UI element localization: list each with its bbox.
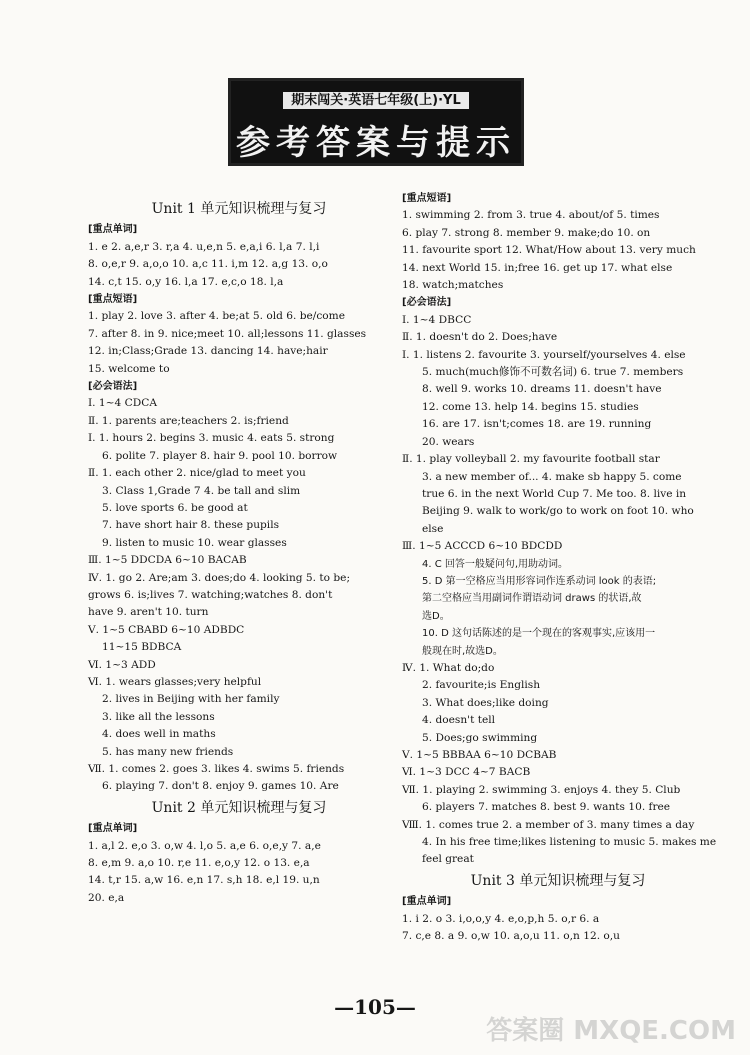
answer-line: Ⅱ. 1. play volleyball 2. my favourite football star (402, 453, 660, 466)
unit1-title: Unit 1 单元知识梳理与复习 (151, 201, 327, 217)
answer-line: 般现在时,故选D。 (422, 645, 503, 657)
answer-line: Ⅱ. 1. each other 2. nice/glad to meet you (88, 467, 306, 480)
answer-line: 16. are 17. isn't;comes 18. are 19. running (422, 418, 652, 431)
answer-line: 5. love sports 6. be good at (102, 501, 248, 514)
answer-line: Ⅶ. 1. comes 2. goes 3. likes 4. swims 5. friends (88, 763, 345, 775)
section-label: [必会语法] (88, 381, 138, 393)
answer-line: 11~15 BDBCA (102, 641, 182, 654)
banner-subtitle: 期末闯关·英语七年级(上)·YL (231, 89, 521, 108)
answer-line: 1. e 2. a,e,r 3. r,a 4. u,e,n 5. e,a,i 6. l,a 7. l,i (88, 240, 320, 253)
answer-line: 11. favourite sport 12. What/How about 13. very much (402, 244, 696, 257)
answer-line: Ⅶ. 1. playing 2. swimming 3. enjoys 4. they 5. Club (402, 783, 681, 796)
answer-line: true 6. in the next World Cup 7. Me too. 8. live in (422, 487, 687, 500)
unit2-title: Unit 2 单元知识梳理与复习 (151, 799, 327, 816)
answer-line: Ⅴ. 1~5 BBBAA 6~10 DCBAB (402, 749, 557, 761)
answer-line: Beijing 9. walk to work/go to work on foot 10. who (422, 505, 694, 518)
section-label: [重点单词] (88, 823, 138, 835)
answer-line: 6. players 7. matches 8. best 9. wants 10. free (422, 801, 671, 814)
answer-line: 7. c,e 8. a 9. o,w 10. a,o,u 11. o,n 12. o,u (402, 930, 620, 943)
answer-line: 选D。 (422, 610, 450, 622)
answer-line: 2. lives in Beijing with her family (102, 693, 280, 706)
answer-line: 9. listen to music 10. wear glasses (102, 536, 287, 549)
answer-line: 1. swimming 2. from 3. true 4. about/of 5. times (402, 209, 660, 222)
answer-line: 6. play 7. strong 8. member 9. make;do 10. on (402, 226, 651, 239)
answer-line: Ⅲ. 1~5 ACCCD 6~10 BDCDD (402, 540, 563, 553)
banner-title: 参考答案与提示 (236, 123, 516, 163)
answer-line: Ⅳ. 1. What do;do (402, 661, 495, 674)
answer-line: 20. e,a (88, 891, 125, 904)
section-label: [重点单词] (88, 224, 138, 236)
answer-line: Ⅱ. 1. doesn't do 2. Does;have (402, 331, 558, 344)
answer-line: 10. D 这句话陈述的是一个现在的客观事实,应该用一 (422, 628, 656, 640)
answer-line: 1. play 2. love 3. after 4. be;at 5. old 6. be/come (88, 310, 345, 323)
answer-line: Ⅴ. 1~5 CBABD 6~10 ADBDC (88, 623, 245, 636)
answer-line: 7. after 8. in 9. nice;meet 10. all;lessons 11. glasses (88, 327, 367, 340)
answer-line: Ⅱ. 1. parents are;teachers 2. is;friend (88, 414, 289, 427)
answer-line: 4. C 回答一般疑问句,用助动词。 (422, 558, 569, 570)
answer-line: Ⅷ. 1. comes true 2. a member of 3. many times a day (402, 818, 695, 831)
answer-line: 第二空格应当用副词作谓语动词 draws 的状语,故 (422, 593, 642, 605)
answer-line: 14. c,t 15. o,y 16. l,a 17. e,c,o 18. l,a (88, 275, 284, 288)
answer-line: 4. doesn't tell (422, 714, 496, 727)
answer-line: 3. What does;like doing (422, 696, 549, 709)
answer-line: 12. come 13. help 14. begins 15. studies (422, 400, 639, 413)
answer-line: 5. has many new friends (102, 745, 234, 758)
answer-line: 7. have short hair 8. these pupils (102, 519, 280, 532)
section-label: [重点短语] (402, 193, 452, 204)
answer-line: Ⅲ. 1~5 DDCDA 6~10 BACAB (88, 554, 247, 567)
answer-line: 3. Class 1,Grade 7 4. be tall and slim (102, 484, 301, 497)
answer-line: 3. like all the lessons (102, 710, 215, 723)
page-number: —105— (334, 995, 416, 1019)
answer-line: 5. D 第一空格应当用形容词作连系动词 look 的表语; (422, 575, 657, 587)
section-label: [必会语法] (402, 297, 452, 309)
answer-line: 5. Does;go swimming (422, 731, 538, 744)
left-column (88, 197, 390, 907)
right-column (402, 190, 717, 945)
watermark: 答案圈 MXQE.COM (486, 1016, 736, 1046)
answer-line: Ⅰ. 1. hours 2. begins 3. music 4. eats 5. strong (88, 432, 335, 445)
answer-line: 8. well 9. works 10. dreams 11. doesn't have (422, 383, 662, 396)
answer-line: 4. In his free time;likes listening to music 5. makes me (422, 836, 717, 849)
title-banner (228, 78, 524, 166)
answer-line: 12. in;Class;Grade 13. dancing 14. have;hair (88, 345, 328, 358)
answer-line: else (422, 522, 444, 535)
answer-line: Ⅵ. 1~3 DCC 4~7 BACB (402, 766, 531, 779)
answer-line: have 9. aren't 10. turn (88, 606, 209, 619)
answer-line: 18. watch;matches (402, 279, 504, 292)
answer-line: 8. o,e,r 9. a,o,o 10. a,c 11. i,m 12. a,g 13. o,o (88, 258, 328, 271)
answer-line: Ⅵ. 1~3 ADD (88, 658, 156, 671)
answer-line: Ⅰ. 1~4 CDCA (88, 397, 157, 410)
answer-line: 20. wears (422, 435, 475, 448)
answer-line: 4. does well in maths (102, 728, 216, 741)
answer-line: 15. welcome to (88, 362, 170, 375)
answer-line: 5. much(much修饰不可数名词) 6. true 7. members (422, 366, 684, 379)
answer-line: Ⅵ. 1. wears glasses;very helpful (88, 675, 262, 688)
answer-line: 2. favourite;is English (422, 679, 541, 692)
answer-line: feel great (422, 853, 474, 866)
answer-line: 14. next World 15. in;free 16. get up 17. what else (402, 261, 673, 274)
section-label: [重点短语] (88, 294, 138, 306)
answer-line: grows 6. is;lives 7. watching;watches 8. don't (88, 588, 333, 601)
answer-line: Ⅳ. 1. go 2. Are;am 3. does;do 4. looking 5. to be; (88, 571, 351, 584)
answer-line: 6. playing 7. don't 8. enjoy 9. games 10. Are (102, 780, 339, 793)
answer-line: 6. polite 7. player 8. hair 9. pool 10. borrow (102, 449, 338, 462)
answer-line: 14. t,r 15. a,w 16. e,n 17. s,h 18. e,l 19. u,n (88, 874, 320, 887)
section-label: [重点单词] (402, 896, 452, 908)
answer-line: 1. i 2. o 3. i,o,o,y 4. e,o,p,h 5. o,r 6. a (402, 912, 600, 925)
answer-line: 1. a,l 2. e,o 3. o,w 4. l,o 5. a,e 6. o,e,y 7. a,e (88, 839, 321, 852)
answer-line: Ⅰ. 1~4 DBCC (402, 313, 472, 326)
answer-line: Ⅰ. 1. listens 2. favourite 3. yourself/yourselves 4. else (402, 348, 686, 361)
answer-line: 3. a new member of... 4. make sb happy 5. come (422, 470, 682, 483)
unit3-title: Unit 3 单元知识梳理与复习 (470, 872, 646, 889)
answer-line: 8. e,m 9. a,o 10. r,e 11. e,o,y 12. o 13. e,a (88, 857, 310, 870)
